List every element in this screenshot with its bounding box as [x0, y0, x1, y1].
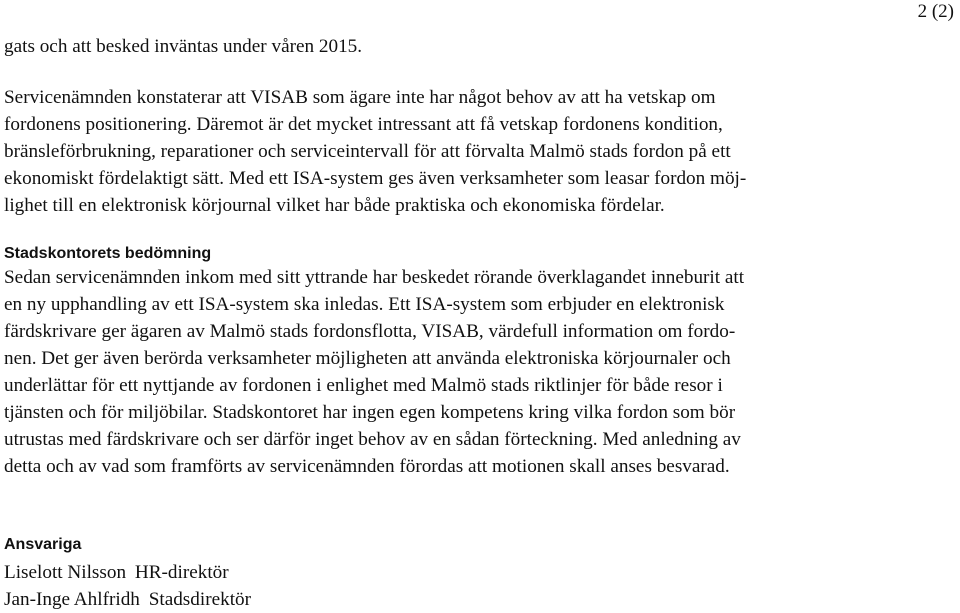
- text-line: Sedan servicenämnden inkom med sitt yttrande har beskedet rörande överklagandet inneburit att: [4, 267, 745, 288]
- text-line: tjänsten och för miljöbilar. Stadskontoret har ingen egen kompetens kring vilka fordon som bör: [4, 402, 736, 423]
- service-board-paragraph: [4, 84, 884, 219]
- responsible-person: [4, 586, 251, 613]
- text-line: nen. Det ger även berörda verksamheter möjligheten att använda elektroniska körjournaler och: [4, 348, 731, 369]
- person-role: HR-direktör: [134, 562, 229, 583]
- responsible-list: [4, 559, 251, 613]
- person-name: Liselott Nilsson: [4, 562, 127, 583]
- responsible-person: [4, 559, 251, 586]
- page-number: 2 (2): [917, 1, 954, 22]
- text-line: Servicenämnden konstaterar att VISAB som ägare inte har något behov av att ha vetskap om: [4, 87, 716, 108]
- text-line: ekonomiskt fördelaktigt sätt. Med ett ISA-system ges även verksamheter som leasar fordon möj-: [4, 168, 747, 189]
- assessment-heading: Stadskontorets bedömning: [4, 245, 212, 262]
- responsible-heading: Ansvariga: [4, 536, 82, 553]
- text-line: bränsleförbrukning, reparationer och serviceintervall för att förvalta Malmö stads fordon på ett: [4, 141, 731, 162]
- lead-paragraph: [4, 33, 884, 60]
- person-role: Stadsdirektör: [148, 589, 252, 610]
- text-line: fordonens positionering. Däremot är det mycket intressant att få vetskap fordonens kondition,: [4, 114, 723, 135]
- text-line: en ny upphandling av ett ISA-system ska inledas. Ett ISA-system som erbjuder en elektronisk: [4, 294, 725, 315]
- person-name: Jan-Inge Ahlfridh: [4, 589, 140, 610]
- text-line: underlättar för ett nyttjande av fordonen i enlighet med Malmö stads riktlinjer för både resor i: [4, 375, 723, 396]
- text-line: lighet till en elektronisk körjournal vilket har både praktiska och ekonomiska fördelar.: [4, 195, 665, 216]
- assessment-paragraph: [4, 264, 884, 480]
- text-line: detta och av vad som framförts av servicenämnden förordas att motionen skall anses besvarad.: [4, 456, 730, 477]
- text-line: färdskrivare ger ägaren av Malmö stads fordonsflotta, VISAB, värdefull information om fordo-: [4, 321, 736, 342]
- text-line: gats och att besked inväntas under våren 2015.: [4, 36, 363, 57]
- text-line: utrustas med färdskrivare och ser därför inget behov av en sådan förteckning. Med anledning av: [4, 429, 741, 450]
